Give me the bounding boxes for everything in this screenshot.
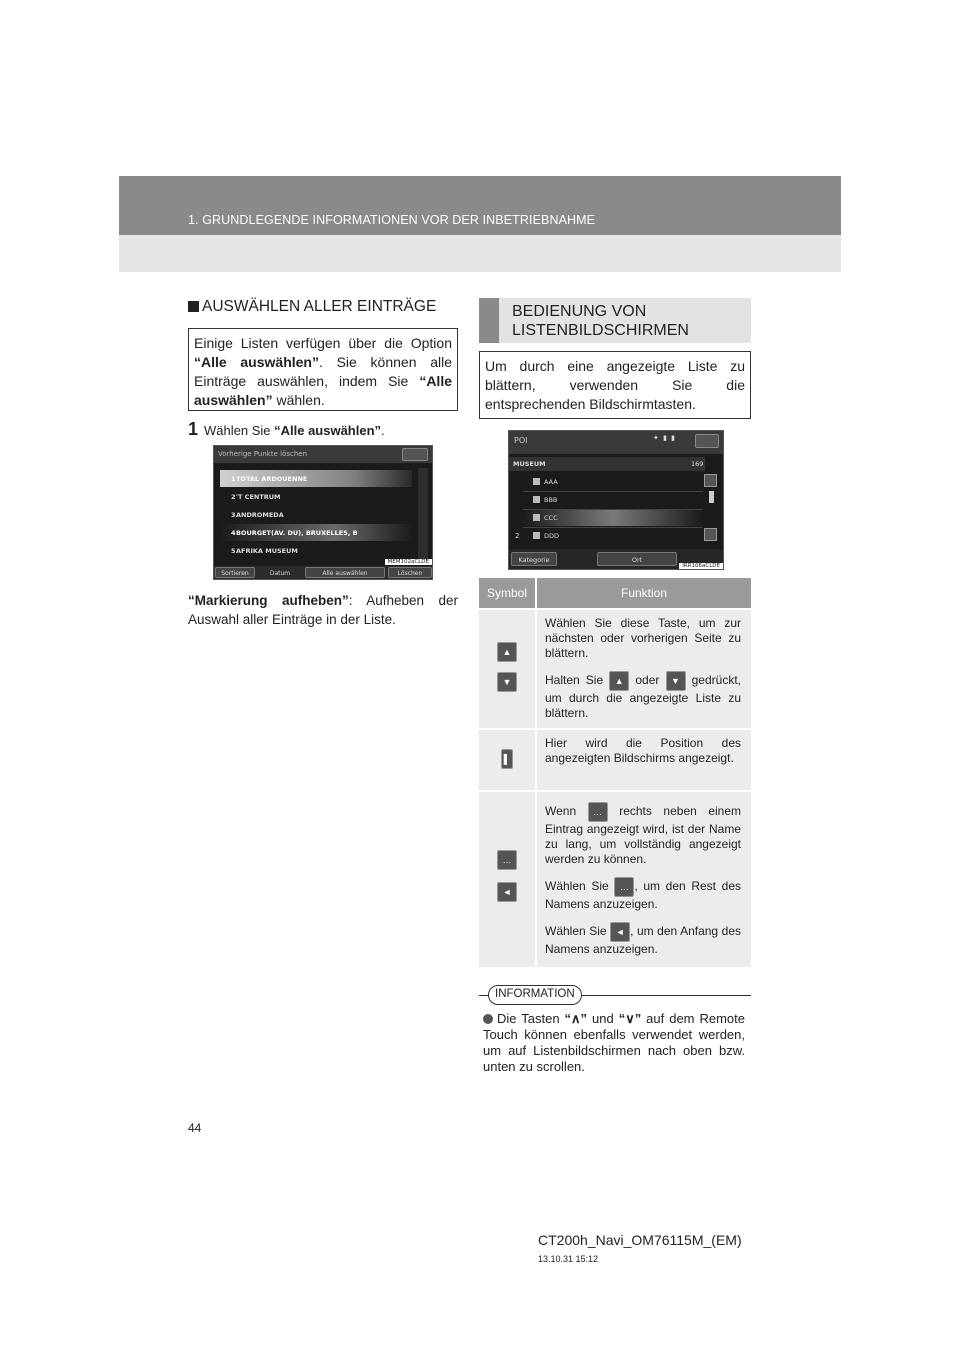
section-heading-select-all: AUSWÄHLEN ALLER EINTRÄGE	[188, 298, 436, 316]
document-id: CT200h_Navi_OM76115M_(EM)	[538, 1232, 742, 1248]
page-down-icon: ▼	[666, 671, 686, 691]
list-item[interactable]: 3ANDROMEDA	[231, 511, 284, 519]
list-item[interactable]: DDD	[523, 528, 703, 544]
list-item[interactable]: CCC	[523, 510, 703, 526]
scrollbar[interactable]	[418, 468, 428, 564]
more-text-icon: …	[614, 877, 634, 897]
page-down-button[interactable]	[704, 528, 717, 541]
table-row-position: Hier wird die Position des angezeigten Bildschirms angezeigt.	[545, 736, 741, 765]
list-item[interactable]: 2'T CENTRUM	[231, 493, 281, 501]
screenshot-delete-previous-points	[213, 445, 433, 580]
place-button[interactable]: Ort	[597, 552, 677, 566]
list-item[interactable]: 4BOURGET(AV. DU), BRUXELLES, B	[220, 524, 412, 541]
back-button[interactable]	[695, 434, 719, 448]
category-button[interactable]: Kategorie	[511, 552, 557, 566]
intro-box-select-all: Einige Listen verfügen über die Option “Alle auswählen”. Sie können alle Einträge auswählen, indem Sie “Alle auswählen” wählen.	[188, 328, 458, 411]
screen-button-bar	[214, 566, 432, 579]
table-row-scroll: Wählen Sie diese Taste, um zur nächsten oder vorherigen Seite zu blättern. Halten Sie ▲ oder ▼ gedrückt, um durch die angezeigte Liste zu blättern.	[545, 616, 741, 720]
figure-code: MEM102aCLDE	[385, 559, 432, 565]
result-count: 169	[691, 460, 704, 468]
category-header: MUSEUM	[509, 457, 705, 471]
step-1: 1 Wählen Sie “Alle auswählen”.	[188, 419, 385, 439]
page-up-icon: ▲	[497, 642, 517, 662]
more-text-icon: …	[497, 850, 517, 870]
list-item[interactable]: 5AFRIKA MUSEUM	[231, 547, 298, 555]
table-row-long-names: Wenn … rechts neben einem Eintrag angezeigt wird, ist der Name zu lang, um vollständig angezeigt werden zu können. Wählen Sie … , um den Rest des Namens anzuzeigen. Wählen Sie ◄ , um den Anfang des Namens anzuzeigen.	[545, 802, 741, 967]
section-heading-list-screens: BEDIENUNG VON LISTENBILDSCHIRMEN	[479, 298, 751, 343]
screenshot-poi-list	[508, 430, 724, 570]
intro-box-list-screens: Um durch eine angezeigte Liste zu blättern, verwenden Sie die entsprechenden Bildschirmtasten.	[479, 351, 751, 419]
screen-title: POI	[509, 431, 723, 454]
back-to-start-icon: ◄	[610, 922, 630, 942]
information-label: INFORMATION	[488, 985, 582, 1005]
page-up-button[interactable]	[704, 474, 717, 487]
timestamp: 13.10.31 15:12	[538, 1254, 599, 1264]
back-button[interactable]	[402, 448, 428, 461]
unmark-description: “Markierung aufheben”: Aufheben der Auswahl aller Einträge in der Liste.	[188, 593, 458, 627]
date-label: Datum	[258, 567, 302, 578]
list-item[interactable]: BBB	[523, 492, 703, 508]
delete-button[interactable]: Löschen	[388, 567, 432, 578]
status-icons: ✦ ▮ ▮	[653, 434, 677, 442]
list-item[interactable]: 1TOTAL ARDOUENNE	[220, 470, 412, 487]
square-bullet-icon	[188, 301, 199, 312]
heading-accent	[479, 298, 499, 343]
scroll-position-icon: ▌	[501, 749, 513, 769]
figure-code: IRR106aCLDE	[679, 563, 723, 569]
information-text: Die Tasten “∧” und “∨” auf dem Remote Touch können ebenfalls verwendet werden, um auf Listenbildschirmen nach oben bzw. unten zu scrollen.	[483, 1011, 746, 1074]
sort-button[interactable]: Sortieren	[215, 567, 255, 578]
column-header-symbol: Symbol	[479, 578, 535, 608]
page-down-icon: ▼	[497, 672, 517, 692]
bullet-icon	[483, 1014, 493, 1024]
select-all-button[interactable]: Alle auswählen	[305, 567, 385, 578]
page-indicator: 2	[515, 532, 520, 540]
column-header-function: Funktion	[537, 578, 751, 608]
list-item[interactable]: AAA	[523, 474, 703, 490]
page-up-icon: ▲	[609, 671, 629, 691]
scroll-position-indicator	[709, 491, 714, 503]
screen-title: Vorherige Punkte löschen	[214, 446, 432, 463]
chapter-title: 1. GRUNDLEGENDE INFORMATIONEN VOR DER INBETRIEBNAHME	[188, 213, 596, 227]
more-text-icon: …	[588, 802, 608, 822]
back-to-start-icon: ◄	[497, 882, 517, 902]
page-number: 44	[188, 1121, 202, 1135]
